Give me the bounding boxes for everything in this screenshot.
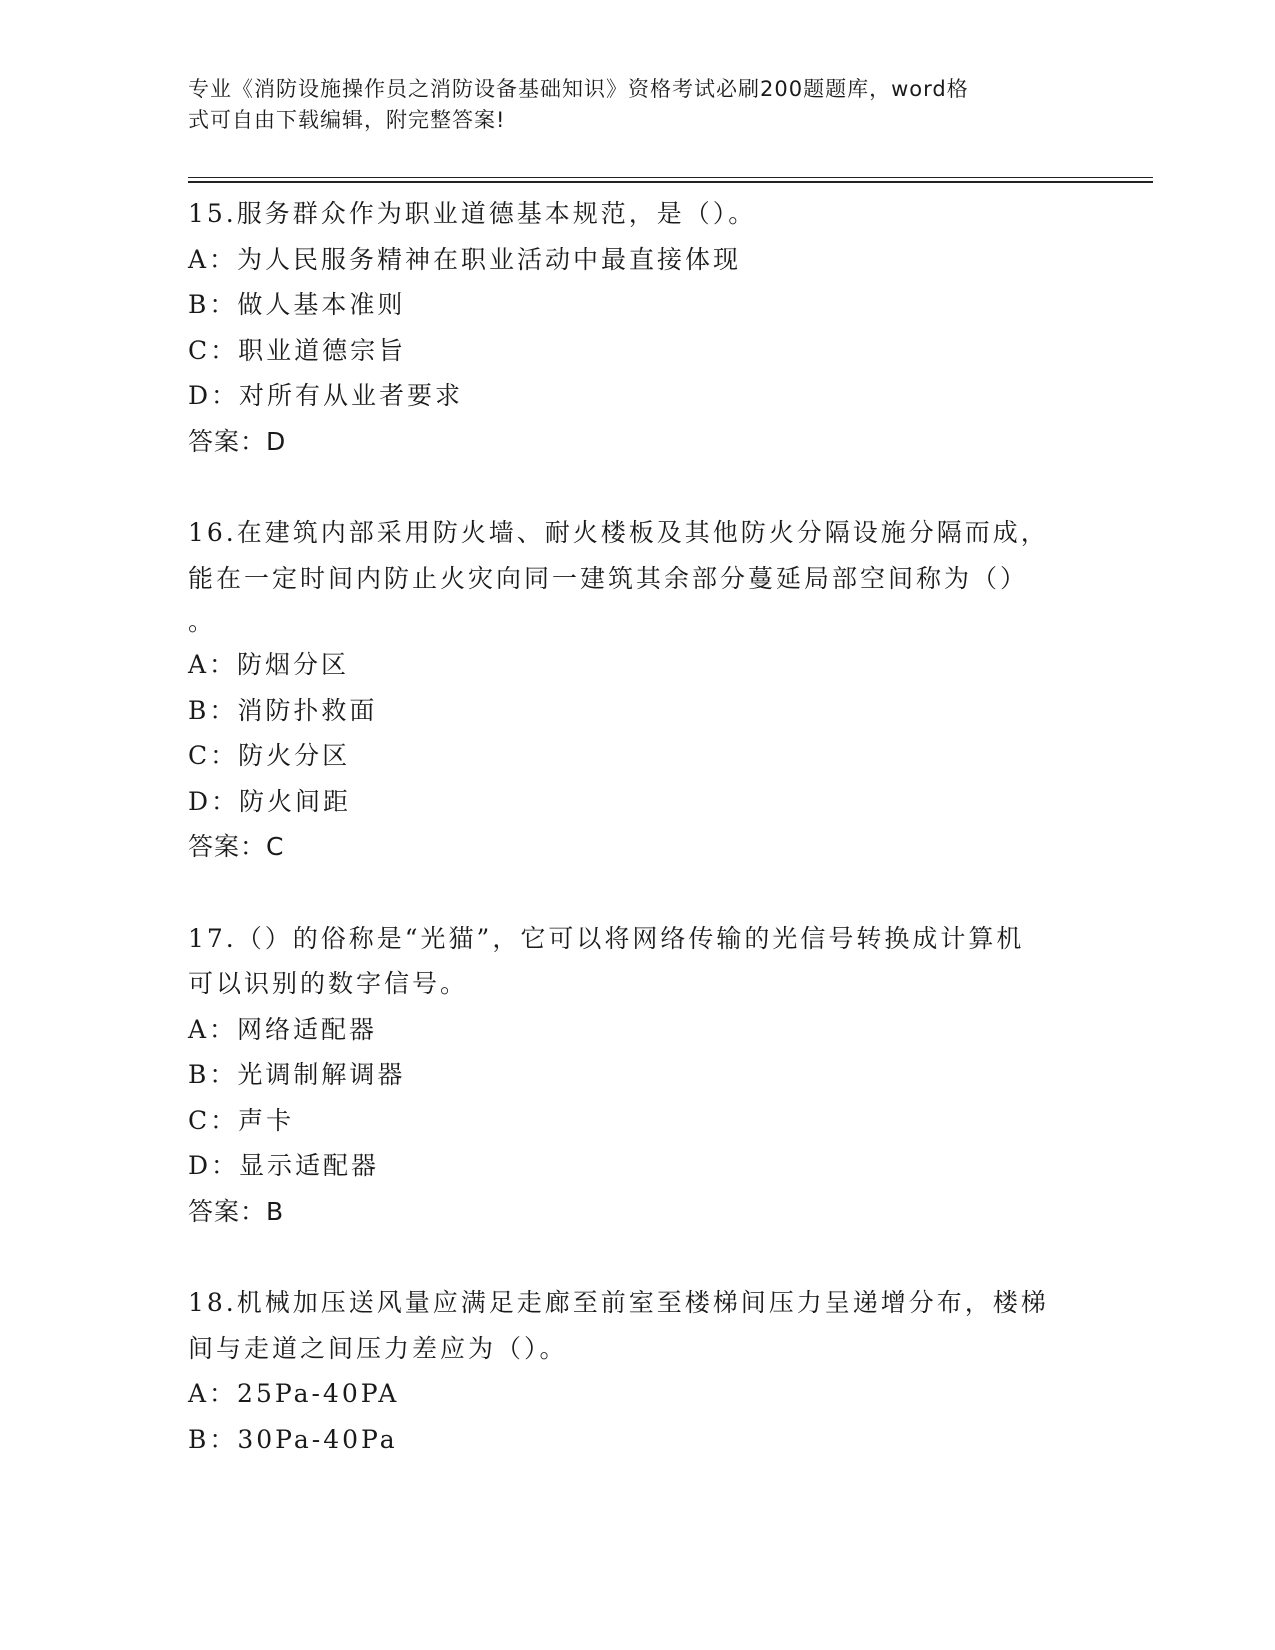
- question-15: [188, 191, 1088, 464]
- option-c: C：职业道德宗旨: [188, 335, 407, 365]
- option-a: A：为人民服务精神在职业活动中最直接体现: [188, 244, 742, 274]
- answer-line: 答案：B: [188, 1196, 285, 1226]
- option-d: D：防火间距: [188, 786, 352, 816]
- answer-line: 答案：D: [188, 426, 287, 456]
- question-stem-end: 。: [188, 607, 217, 636]
- question-stem: 18.机械加压送风量应满足走廊至前室至楼梯间压力呈递增分布，楼梯: [188, 1288, 1049, 1317]
- question-stem: 17.（）的俗称是“光猫”，它可以将网络传输的光信号转换成计算机: [188, 923, 1025, 953]
- question-16: [188, 510, 1088, 870]
- answer-line: 答案：C: [188, 832, 285, 861]
- header-divider-thin: [188, 177, 1153, 178]
- question-stem-continued: 间与走道之间压力差应为（）。: [188, 1333, 568, 1363]
- question-stem-continued: 能在一定时间内防止火灾向同一建筑其余部分蔓延局部空间称为（）: [188, 563, 1029, 593]
- option-a: A：25Pa-40PA: [188, 1379, 400, 1408]
- option-b: B：消防扑救面: [188, 695, 378, 725]
- option-b: B：光调制解调器: [188, 1060, 406, 1089]
- option-d: D：显示适配器: [188, 1151, 380, 1180]
- option-c: C：声卡: [188, 1105, 295, 1135]
- option-d: D：对所有从业者要求: [188, 381, 464, 410]
- question-spacer: [188, 1234, 1088, 1280]
- option-a: A：防烟分区: [188, 650, 350, 679]
- document-header: [188, 74, 1088, 136]
- question-spacer: [188, 464, 1088, 510]
- option-c: C：防火分区: [188, 741, 351, 770]
- option-b: B：30Pa-40Pa: [188, 1424, 398, 1454]
- question-18: [188, 1280, 1088, 1462]
- option-a: A：网络适配器: [188, 1014, 378, 1044]
- question-stem: 15.服务群众作为职业道德基本规范，是（）。: [188, 199, 757, 228]
- header-divider-thick: [188, 181, 1153, 183]
- question-spacer: [188, 870, 1088, 916]
- question-stem-continued: 可以识别的数字信号。: [188, 969, 469, 998]
- header-line-2: 式可自由下载编辑，附完整答案!: [188, 108, 506, 132]
- question-stem: 16.在建筑内部采用防火墙、耐火楼板及其他防火分隔设施分隔而成，: [188, 518, 1049, 547]
- option-b: B：做人基本准则: [188, 290, 406, 319]
- question-list: [188, 191, 1088, 1462]
- header-line-1: 专业《消防设施操作员之消防设备基础知识》资格考试必刷200题题库，word格: [188, 77, 969, 101]
- question-17: [188, 916, 1088, 1235]
